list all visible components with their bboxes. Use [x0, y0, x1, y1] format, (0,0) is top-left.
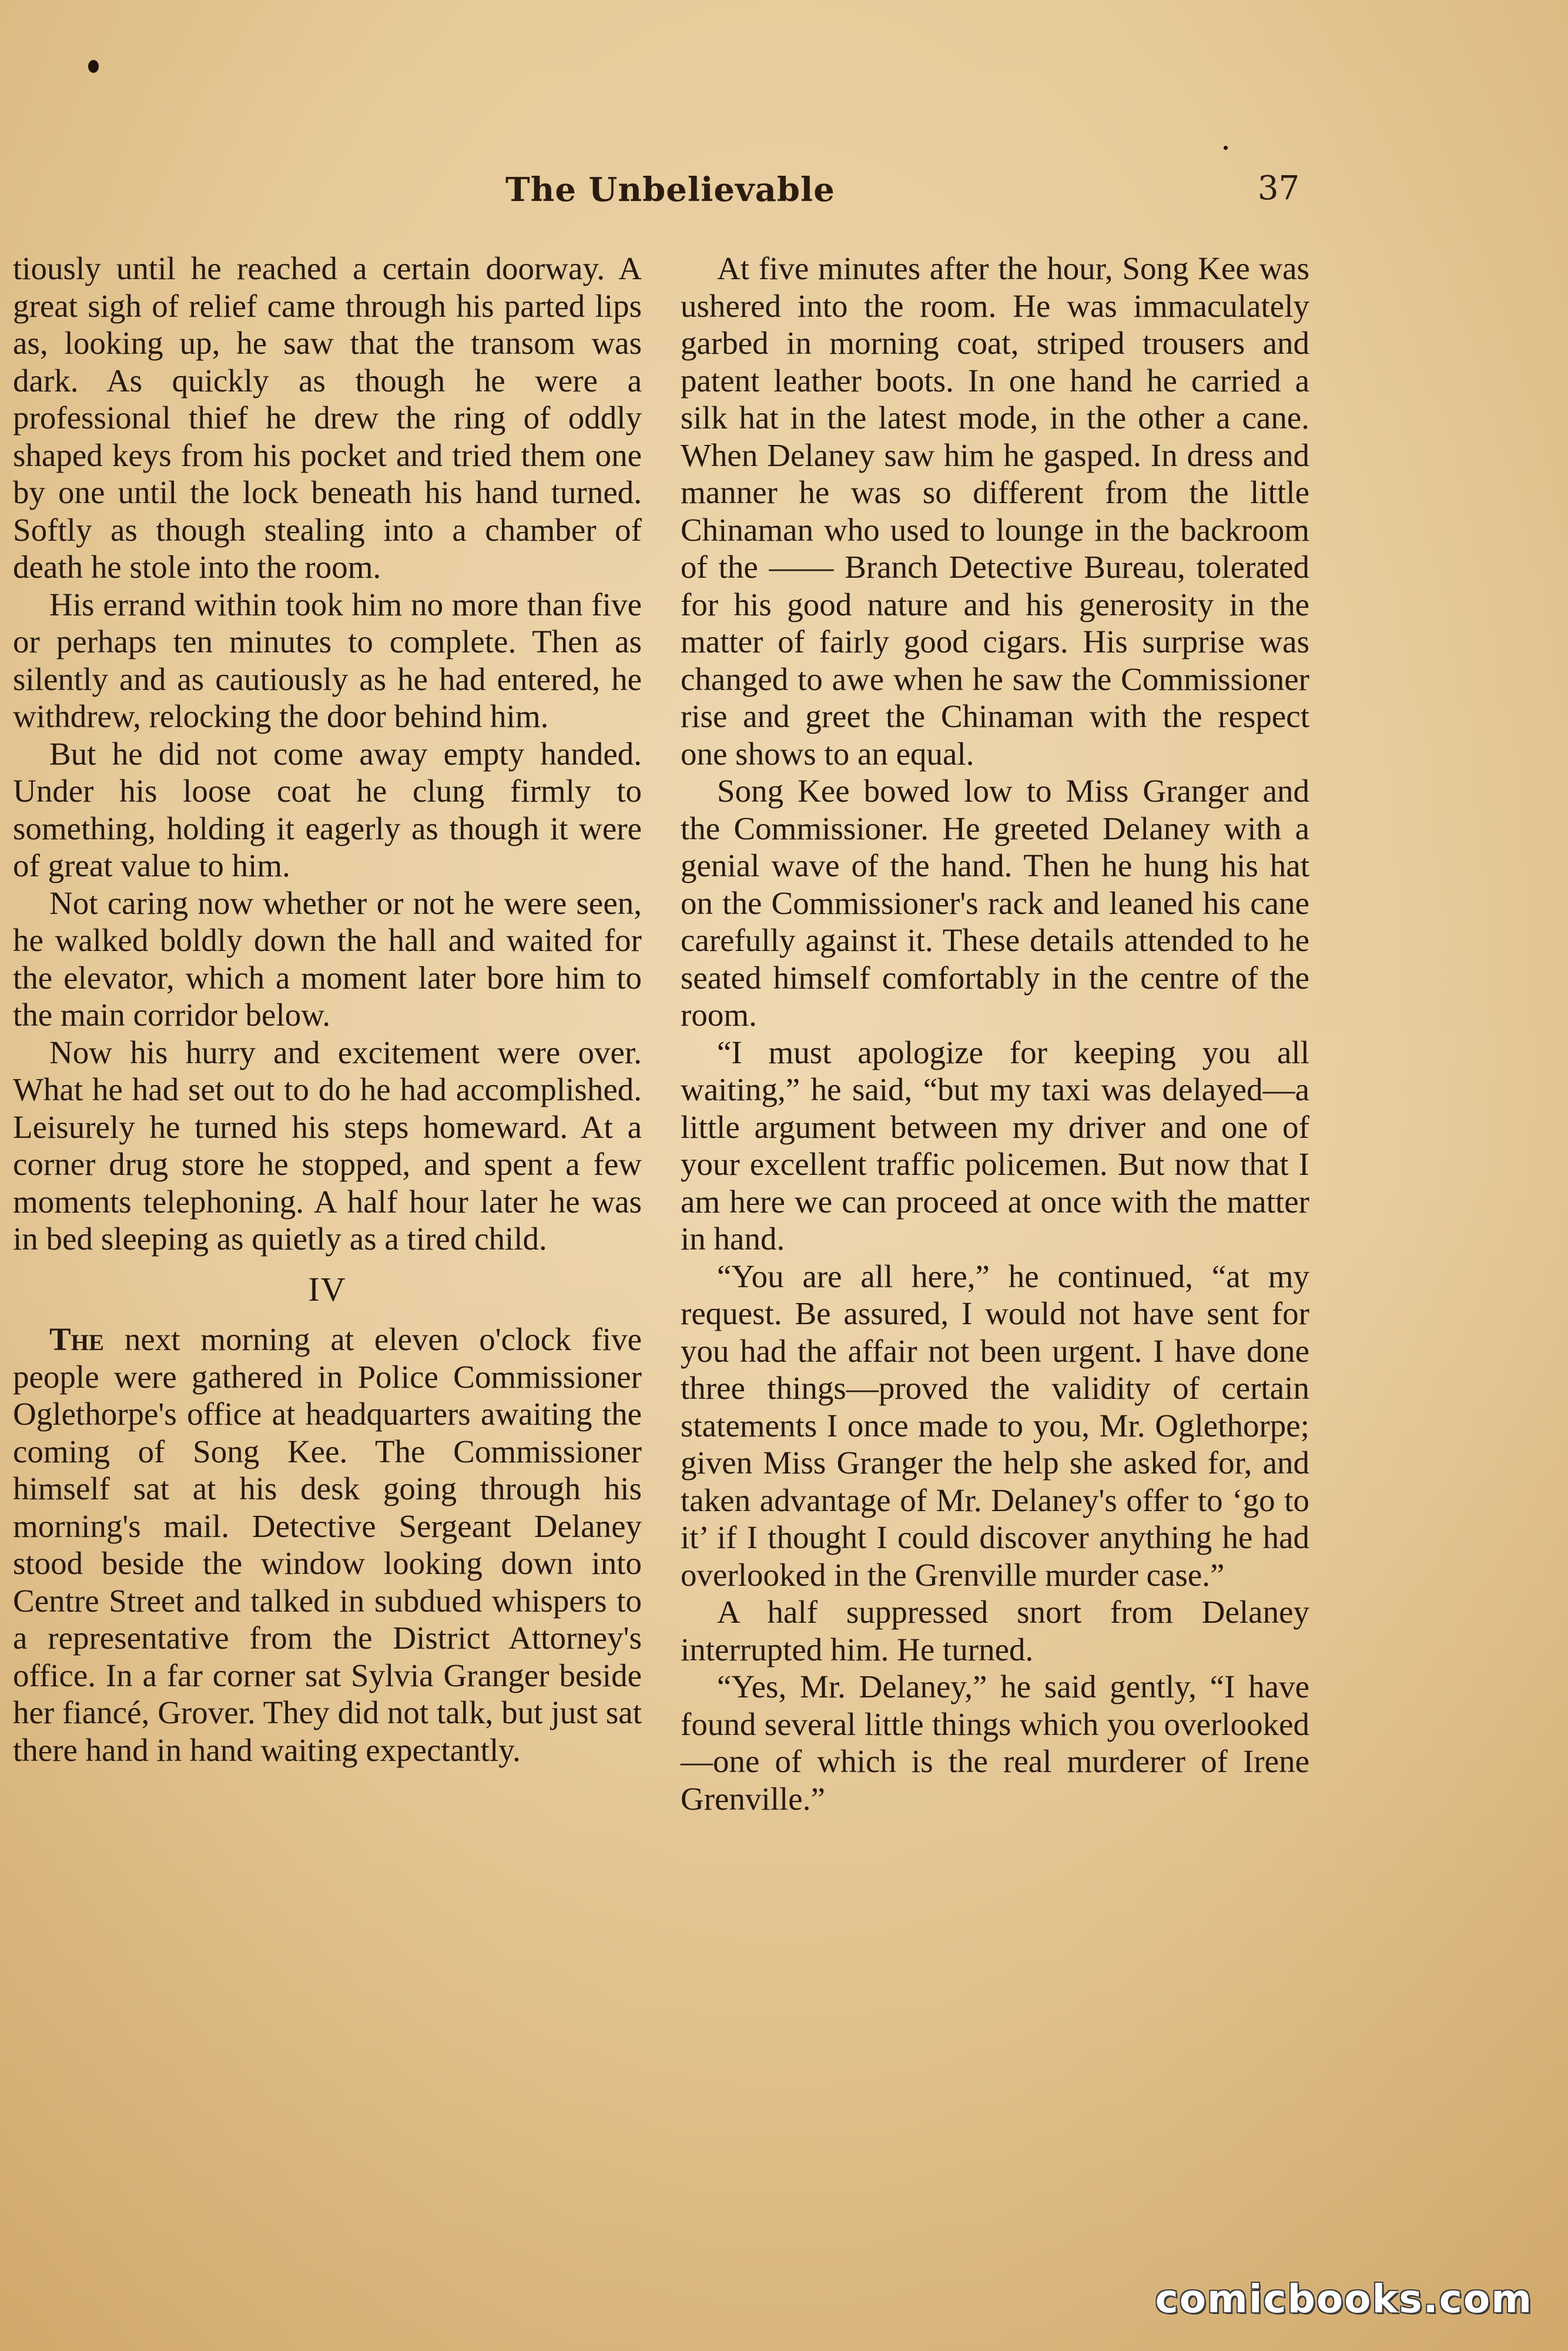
right-column [681, 250, 1309, 1817]
paragraph: “You are all here,” he continued, “at my request. Be assured, I would not have sent for you had the affair not been urgent. I have done three things—proved the validity of certain statements I once made to you, Mr. Oglethorpe; given Miss Granger the help she asked for, and taken advantage of Mr. Delaney's offer to ‘go to it’ if I thought I could discover anything he had overlooked in the Grenville murder case.” [681, 1258, 1309, 1593]
paragraph: A half suppressed snort from Delaney interrupted him. He turned. [681, 1594, 1309, 1667]
paragraph [13, 1321, 642, 1769]
running-head: The Unbelievable [505, 170, 835, 209]
paragraph: tiously until he reached a certain doorway. A great sigh of relief came through his parted lips as, looking up, he saw that the transom was dark. As quickly as though he were a professional thief he drew the ring of oddly shaped keys from his pocket and tried them one by one until the lock beneath his hand turned. Softly as though stealing into a chamber of death he stole into the room. [13, 250, 642, 585]
paragraph-lead-word: The [49, 1321, 105, 1357]
section-number: IV [308, 1270, 347, 1308]
paragraph: “I must apologize for keeping you all waiting,” he said, “but my taxi was delayed—a little argument between my driver and one of your excellent traffic policemen. But now that I am here we can proceed at once with the matter in hand. [681, 1034, 1309, 1257]
page-number: 37 [1258, 169, 1300, 207]
paragraph: Song Kee bowed low to Miss Granger and the Commissioner. He greeted Delaney with a genial wave of the hand. Then he hung his hat on the Commissioner's rack and leaned his cane carefully against it. These details attended to he seated himself comfortably in the centre of the room. [681, 773, 1309, 1033]
paragraph: His errand within took him no more than five or perhaps ten minutes to complete. Then as silently and as cautiously as he had entered, he withdrew, relocking the door behind him. [13, 586, 642, 734]
ink-speck [1224, 146, 1228, 150]
paragraph: Now his hurry and excitement were over. What he had set out to do he had accomplished. Leisurely he turned his steps homeward. At a corner drug store he stopped, and spent a few moments telephoning. A half hour later he was in bed sleeping as quietly as a tired child. [13, 1034, 642, 1257]
left-column [13, 250, 642, 1769]
paragraph: Not caring now whether or not he were seen, he walked boldly down the hall and waited for the elevator, which a moment later bore him to the main corridor below. [13, 885, 642, 1033]
paragraph: At five minutes after the hour, Song Kee was ushered into the room. He was immaculately garbed in morning coat, striped trousers and patent leather boots. In one hand he carried a silk hat in the latest mode, in the other a cane. When Delaney saw him he gasped. In dress and manner he was so different from the little Chinaman who used to lounge in the backroom of the —— Branch Detective Bureau, tolerated for his good nature and his generosity in the matter of fairly good cigars. His surprise was changed to awe when he saw the Commissioner rise and greet the Chinaman with the respect one shows to an equal. [681, 250, 1309, 772]
ink-blot [88, 60, 99, 73]
paragraph: “Yes, Mr. Delaney,” he said gently, “I have found several little things which you overlooked—one of which is the real murderer of Irene Grenville.” [681, 1669, 1309, 1817]
paragraph-text: next morning at eleven o'clock five people were gathered in Police Commissioner Oglethorpe's office at headquarters awaiting the coming of Song Kee. The Commissioner himself sat at his desk going through his morning's mail. Detective Sergeant Delaney stood beside the window looking down into Centre Street and talked in subdued whispers to a representative from the District Attorney's office. In a far corner sat Sylvia Granger beside her fiancé, Grover. They did not talk, but just sat there hand in hand waiting expectantly. [13, 1321, 642, 1768]
paragraph: But he did not come away empty handed. Under his loose coat he clung firmly to something, holding it eagerly as though it were of great value to him. [13, 735, 642, 883]
site-watermark: comicbooks.com [1155, 2276, 1533, 2322]
